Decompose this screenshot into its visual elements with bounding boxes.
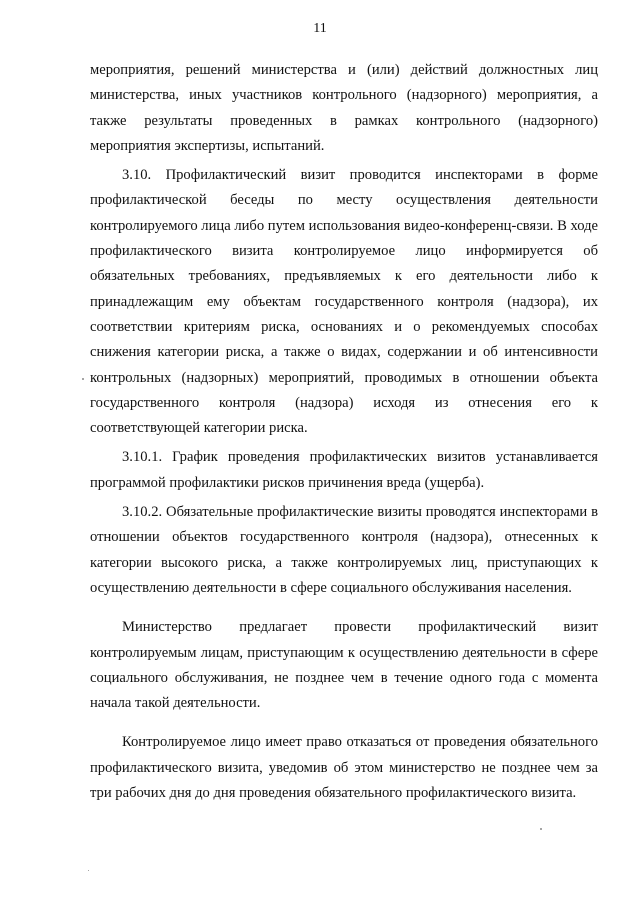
document-body (90, 58, 598, 806)
paragraph-3-10-2: 3.10.2. Обязательные профилактические визиты проводятся инспекторами в отношении объектов государственного контроля (надзора), отнесенных к категории высокого риска, а также контролируемых лиц, приступающих к осуществлению деятельности в сфере социального обслуживания населения. (90, 504, 598, 596)
scan-speck (82, 378, 84, 380)
paragraph-3-10: 3.10. Профилактический визит проводится инспекторами в форме профилактической беседы по месту осуществления деятельности контролируемого лица либо путем использования видео-конференц-связи. В ходе профилактического визита контролируемое лицо информируется об обязательных требованиях, предъявляемых к его деятельности либо к принадлежащим ему объектам государственного контроля (надзора), их соответствии критериям риска, основаниях и о рекомендуемых способах снижения категории риска, а также о видах, содержании и об интенсивности контрольных (надзорных) мероприятий, проводимых в отношении объекта государственного контроля (надзора) исходя из отнесения его к соответствующей категории риска. (90, 167, 598, 437)
paragraph-ministry-offer: Министерство предлагает провести профилактический визит контролируемым лицам, приступающим к осуществлению деятельности в сфере социального обслуживания, не позднее чем в течение одного года с момента начала такой деятельности. (90, 619, 598, 712)
scan-speck (540, 828, 542, 830)
page-number: 11 (313, 21, 327, 36)
paragraph-3-10-1: 3.10.1. График проведения профилактических визитов устанавливается программой профилактики рисков причинения вреда (ущерба). (90, 449, 598, 491)
paragraph-refusal-right: Контролируемое лицо имеет право отказаться от проведения обязательного профилактического визита, уведомив об этом министерство не позднее чем за три рабочих дня до дня проведения обязательного профилактического визита. (90, 734, 598, 802)
scan-speck (88, 870, 89, 871)
paragraph-continuation: мероприятия, решений министерства и (или) действий должностных лиц министерства, иных участников контрольного (надзорного) мероприятия, а также результаты проведенных в рамках контрольного (надзорного) мероприятия экспертизы, испытаний. (90, 62, 598, 154)
